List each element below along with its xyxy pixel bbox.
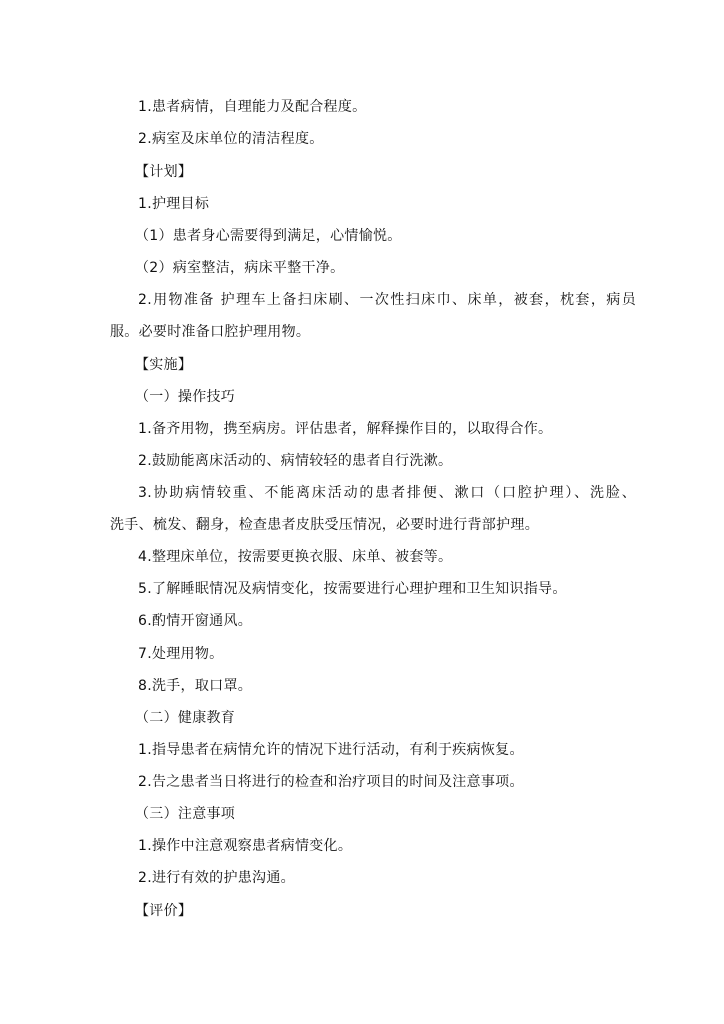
- text-line: 1.备齐用物，携至病房。评估患者，解释操作目的，以取得合作。: [138, 421, 553, 437]
- text-line: （1）患者身心需要得到满足，心情愉悦。: [135, 228, 402, 244]
- text-line: 洗手、梳发、翻身，检查患者皮肤受压情况，必要时进行背部护理。: [110, 517, 539, 533]
- text-line: 3.协助病情较重、不能离床活动的患者排便、漱口（口腔护理）、洗脸、: [138, 485, 636, 501]
- text-line: 1.患者病情，自理能力及配合程度。: [138, 99, 367, 115]
- subsection-heading: （三）注意事项: [135, 806, 236, 822]
- text-line: 1.指导患者在病情允许的情况下进行活动，有利于疾病恢复。: [138, 742, 524, 758]
- text-line: 1.护理目标: [138, 196, 210, 212]
- text-line: 1.操作中注意观察患者病情变化。: [138, 838, 353, 854]
- subsection-heading: （二）健康教育: [135, 710, 236, 726]
- text-line: （2）病室整洁，病床平整干净。: [135, 260, 345, 276]
- section-heading-evaluation: 【评价】: [135, 903, 193, 919]
- text-line: 2.鼓励能离床活动的、病情较轻的患者自行洗漱。: [138, 453, 453, 469]
- text-line: 2.进行有效的护患沟通。: [138, 870, 295, 886]
- text-line: 8.洗手，取口罩。: [138, 678, 253, 694]
- text-line: 5.了解睡眠情况及病情变化，按需要进行心理护理和卫生知识指导。: [138, 581, 567, 597]
- section-heading-implementation: 【实施】: [135, 357, 193, 373]
- subsection-heading: （一）操作技巧: [135, 389, 236, 405]
- text-line: 2.用物准备 护理车上备扫床刷、一次性扫床巾、床单，被套，枕套，病员: [138, 292, 636, 308]
- text-line: 7.处理用物。: [138, 646, 224, 662]
- text-line: 2.病室及床单位的清洁程度。: [138, 131, 324, 147]
- text-line: 6.酌情开窗通风。: [138, 613, 253, 629]
- text-line: 2.告之患者当日将进行的检查和治疗项目的时间及注意事项。: [138, 774, 524, 790]
- section-heading-plan: 【计划】: [135, 164, 193, 180]
- text-line: 4.整理床单位，按需要更换衣服、床单、被套等。: [138, 549, 453, 565]
- text-line: 服。必要时准备口腔护理用物。: [110, 324, 311, 340]
